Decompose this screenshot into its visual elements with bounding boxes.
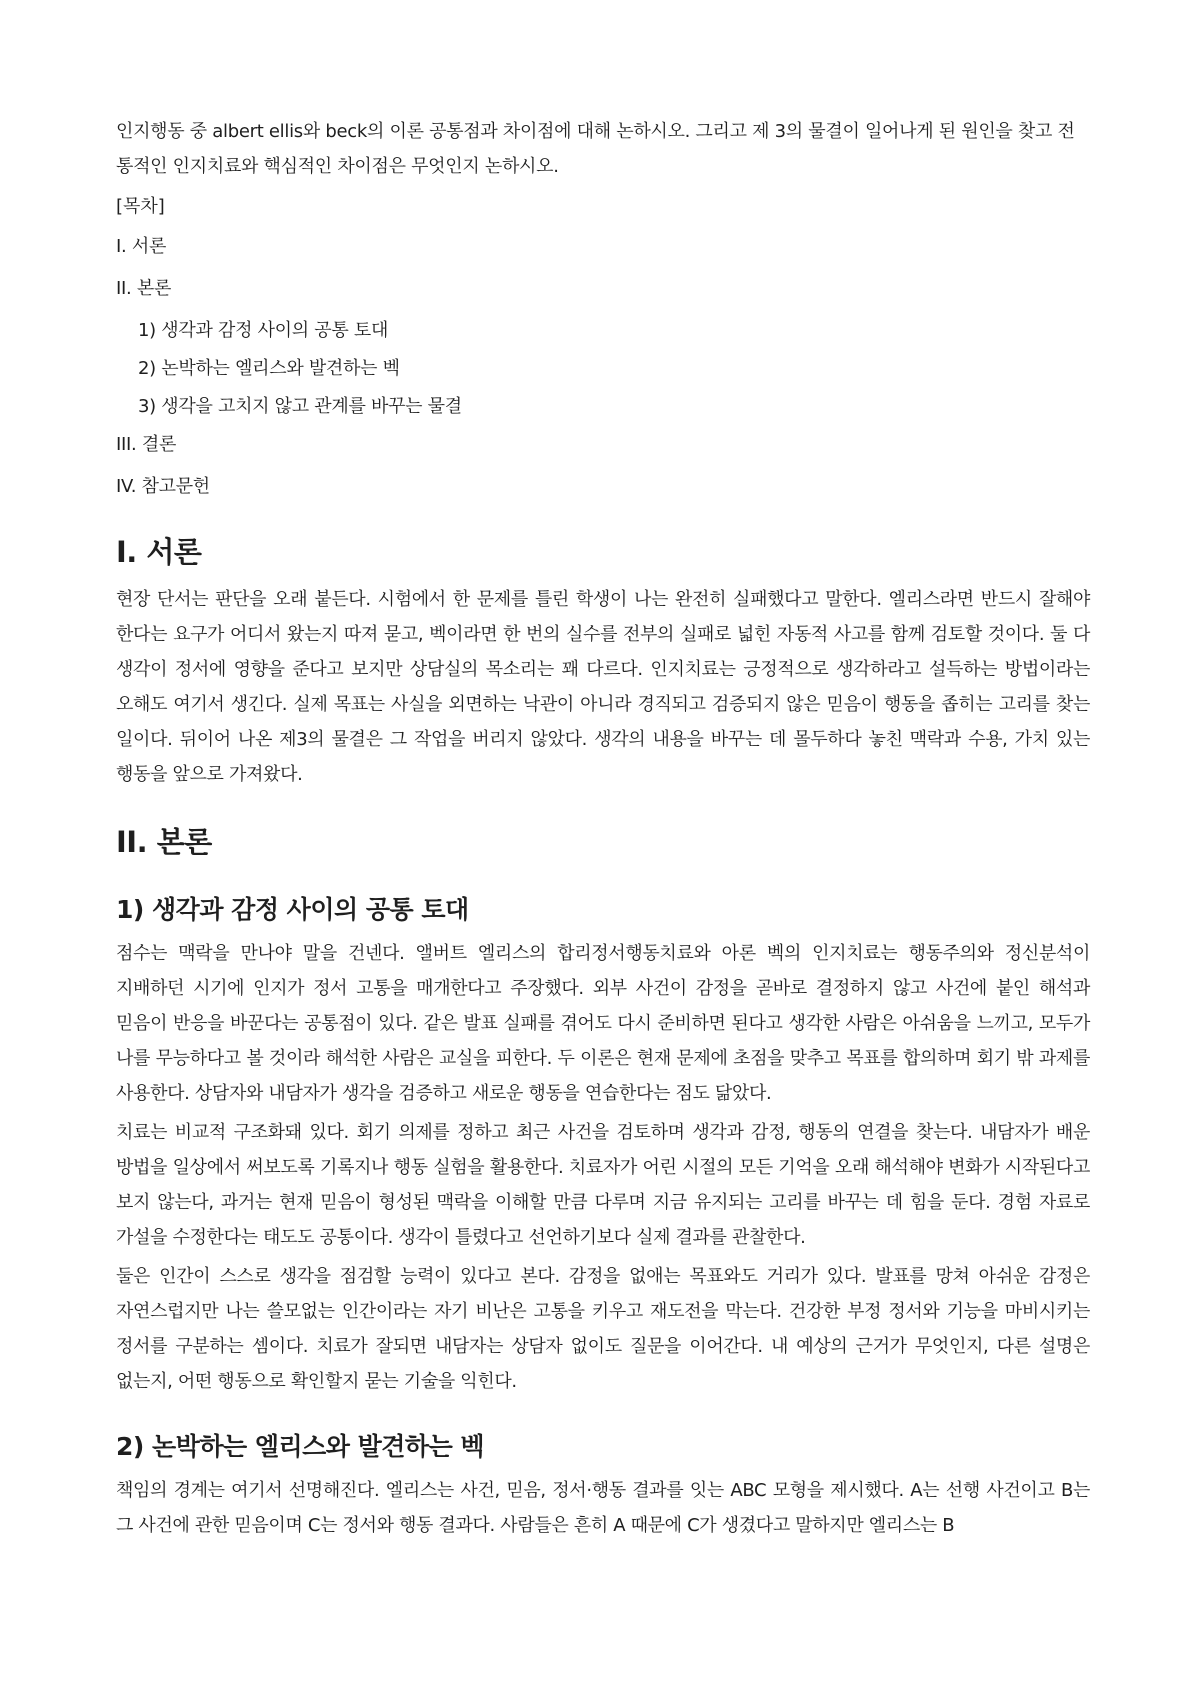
toc-item-intro: I. 서론 bbox=[116, 236, 167, 257]
body-paragraph: 책임의 경계는 여기서 선명해진다. 엘리스는 사건, 믿음, 정서·행동 결과를 잇는 ABC 모형을 제시했다. A는 선행 사건이고 B는 그 사건에 관한 믿음이며 C는 정서와 행동 결과다. 사람들은 흔히 A 때문에 C가 생겼다고 말하지만 엘리스는 B bbox=[116, 1480, 1090, 1536]
section-heading-body: II. 본론 bbox=[116, 825, 212, 859]
assignment-prompt: 인지행동 중 albert ellis와 beck의 이론 공통점과 차이점에 대해 논하시오. 그리고 제 3의 물결이 일어나게 된 원인을 찾고 전통적인 인지치료와 핵심적인 차이점은 무엇인지 논하시오. bbox=[116, 121, 1075, 177]
table-of-contents bbox=[116, 192, 1090, 502]
section-heading-intro: I. 서론 bbox=[116, 535, 202, 569]
toc-item-body-3: 3) 생각을 고치지 않고 관계를 바꾸는 물결 bbox=[138, 396, 462, 417]
body-paragraph: 둘은 인간이 스스로 생각을 점검할 능력이 있다고 본다. 감정을 없애는 목표와도 거리가 있다. 발표를 망쳐 아쉬운 감정은 자연스럽지만 나는 쓸모없는 인간이라는 자기 비난은 고통을 키우고 재도전을 막는다. 건강한 부정 정서와 기능을 마비시키는 정서를 구분하는 셈이다. 치료가 잘되면 내담자는 상담자 없이도 질문을 이어간다. 내 예상의 근거가 무엇인지, 다른 설명은 없는지, 어떤 행동으로 확인할지 묻는 기술을 익힌다. bbox=[116, 1266, 1090, 1392]
toc-item-conclusion: III. 결론 bbox=[116, 434, 177, 455]
subsection-heading-1: 1) 생각과 감정 사이의 공통 토대 bbox=[116, 895, 469, 924]
body-paragraph: 점수는 맥락을 만나야 말을 건넨다. 앨버트 엘리스의 합리정서행동치료와 아론 벡의 인지치료는 행동주의와 정신분석이 지배하던 시기에 인지가 정서 고통을 매개한다고 주장했다. 외부 사건이 감정을 곧바로 결정하지 않고 사건에 붙인 해석과 믿음이 반응을 바꾼다는 공통점이 있다. 같은 발표 실패를 겪어도 다시 준비하면 된다고 생각한 사람은 아쉬움을 느끼고, 모두가 나를 무능하다고 볼 것이라 해석한 사람은 교실을 피한다. 두 이론은 현재 문제에 초점을 맞추고 목표를 합의하며 회기 밖 과제를 사용한다. 상담자와 내담자가 생각을 검증하고 새로운 행동을 연습한다는 점도 닮았다. bbox=[116, 943, 1090, 1104]
toc-item-body-1: 1) 생각과 감정 사이의 공통 토대 bbox=[138, 320, 389, 341]
body-paragraph: 치료는 비교적 구조화돼 있다. 회기 의제를 정하고 최근 사건을 검토하며 생각과 감정, 행동의 연결을 찾는다. 내담자가 배운 방법을 일상에서 써보도록 기록지나 행동 실험을 활용한다. 치료자가 어린 시절의 모든 기억을 오래 해석해야 변화가 시작된다고 보지 않는다, 과거는 현재 믿음이 형성된 맥락을 이해할 만큼 다루며 지금 유지되는 고리를 바꾸는 데 힘을 둔다. 경험 자료로 가설을 수정한다는 태도도 공통이다. 생각이 틀렸다고 선언하기보다 실제 결과를 관찰한다. bbox=[116, 1122, 1090, 1248]
toc-title: [목차] bbox=[116, 196, 165, 217]
document-page bbox=[116, 114, 1090, 1547]
toc-item-body: II. 본론 bbox=[116, 278, 172, 299]
subsection-heading-2: 2) 논박하는 엘리스와 발견하는 벡 bbox=[116, 1432, 485, 1461]
toc-item-body-2: 2) 논박하는 엘리스와 발견하는 벡 bbox=[138, 358, 400, 379]
intro-paragraph: 현장 단서는 판단을 오래 붙든다. 시험에서 한 문제를 틀린 학생이 나는 완전히 실패했다고 말한다. 엘리스라면 반드시 잘해야 한다는 요구가 어디서 왔는지 따져 묻고, 벡이라면 한 번의 실수를 전부의 실패로 넓힌 자동적 사고를 함께 검토할 것이다. 둘 다 생각이 정서에 영향을 준다고 보지만 상담실의 목소리는 꽤 다르다. 인지치료는 긍정적으로 생각하라고 설득하는 방법이라는 오해도 여기서 생긴다. 실제 목표는 사실을 외면하는 낙관이 아니라 경직되고 검증되지 않은 믿음이 행동을 좁히는 고리를 찾는 일이다. 뒤이어 나온 제3의 물결은 그 작업을 버리지 않았다. 생각의 내용을 바꾸는 데 몰두하다 놓친 맥락과 수용, 가치 있는 행동을 앞으로 가져왔다. bbox=[116, 589, 1090, 785]
toc-item-references: IV. 참고문헌 bbox=[116, 476, 210, 497]
